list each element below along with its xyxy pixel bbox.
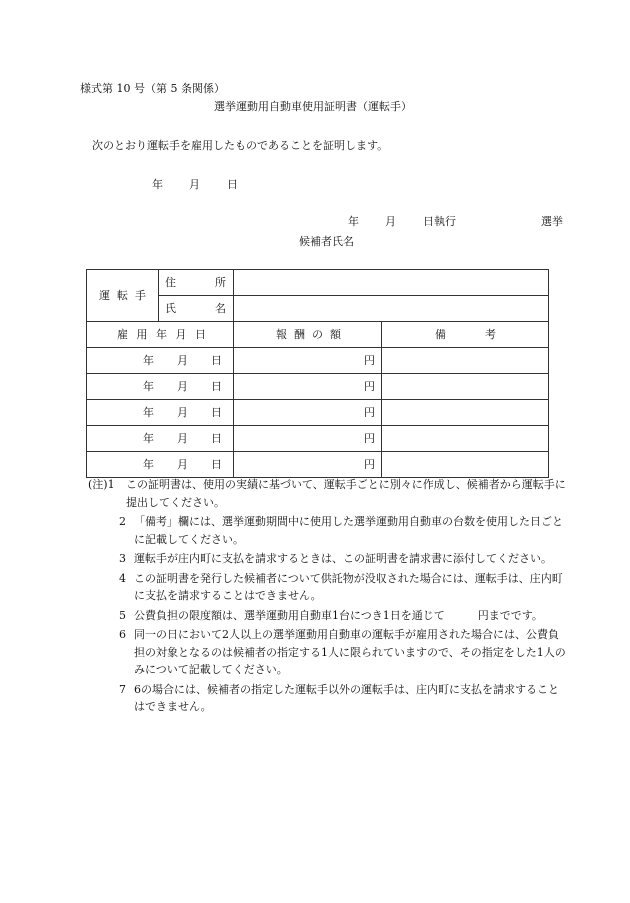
remuneration-cell[interactable]: 円 [234,426,382,452]
remarks-cell[interactable] [382,426,549,452]
election-label: 選挙 [541,215,563,228]
remuneration-cell[interactable]: 円 [234,452,382,478]
note-text: この証明書を発行した候補者について供託物が没収された場合には、運転手は、庄内町に支払を請求することはできません。 [134,571,563,602]
form-number: 様式第 10 号（第 5 条関係） [80,82,225,95]
issue-year: 年 [152,178,163,191]
note-number: 2 [119,515,126,528]
note-text: 運転手が庄内町に支払を請求するときは、この証明書を請求書に添付してください。 [134,552,552,565]
note-item [88,550,568,568]
remuneration-cell[interactable]: 円 [234,400,382,426]
employment-date-cell[interactable]: 年 月 日 [87,400,234,426]
driver-label-cell: 運 転 手 [87,270,159,322]
note-number: (注)1 [88,478,115,491]
note-text: 公費負担の限度額は、選挙運動用自動車1台につき1日を通じて 円までです。 [134,608,543,622]
table-row [87,400,549,426]
note-text: 「備考」欄には、選挙運動期間中に使用した選挙運動用自動車の台数を使用した日ごとに記載してください。 [134,515,563,546]
note-number: 7 [119,682,126,696]
note-text: 同一の日において2人以上の選挙運動用自動車の運転手が雇用された場合には、公費負担の対象となるのは候補者の指定する1人に限られていますので、その指定をした1人のみについて記載してください。 [134,628,566,676]
employment-date-header: 雇 用 年 月 日 [87,322,234,348]
note-item [88,570,568,605]
notes-section [88,476,568,718]
remarks-header: 備 考 [382,322,549,348]
note-item [88,607,568,625]
note-item [88,626,568,679]
note-item [88,681,568,716]
table-header-row [87,322,549,348]
remuneration-cell[interactable]: 円 [234,374,382,400]
employment-date-cell[interactable]: 年 月 日 [87,426,234,452]
note-item [88,476,568,511]
note-text: 6の場合には、候補者の指定した運転手以外の運転手は、庄内町に支払を請求することはできません。 [134,682,559,713]
note-number: 5 [119,608,126,622]
employment-date-cell[interactable]: 年 月 日 [87,452,234,478]
note-number: 6 [119,628,126,641]
name-label-cell: 氏 名 [159,296,234,322]
employment-date-cell[interactable]: 年 月 日 [87,348,234,374]
issue-month: 月 [189,178,200,191]
driver-table [86,269,549,478]
candidate-name-label: 候補者氏名 [299,235,354,248]
remarks-cell[interactable] [382,374,549,400]
election-year: 年 [348,215,359,228]
note-number: 4 [119,571,126,585]
remarks-cell[interactable] [382,400,549,426]
name-field[interactable] [234,296,549,322]
document-title: 選挙運動用自動車使用証明書（運転手） [214,100,412,113]
note-number: 3 [119,552,126,565]
note-item [88,513,568,548]
remuneration-cell[interactable]: 円 [234,348,382,374]
address-label-cell: 住 所 [159,270,234,296]
table-row [87,426,549,452]
table-row [87,452,549,478]
note-text: この証明書は、使用の実績に基づいて、運転手ごとに別々に作成し、候補者から運転手に提出してください。 [126,478,566,509]
certification-statement: 次のとおり運転手を雇用したものであることを証明します。 [92,139,389,152]
remarks-cell[interactable] [382,348,549,374]
election-day-executed: 日執行 [423,215,456,228]
election-month: 月 [385,215,396,228]
table-row [87,374,549,400]
table-row [87,348,549,374]
remuneration-header: 報 酬 の 額 [234,322,382,348]
issue-day: 日 [227,178,238,191]
address-field[interactable] [234,270,549,296]
remarks-cell[interactable] [382,452,549,478]
employment-date-cell[interactable]: 年 月 日 [87,374,234,400]
